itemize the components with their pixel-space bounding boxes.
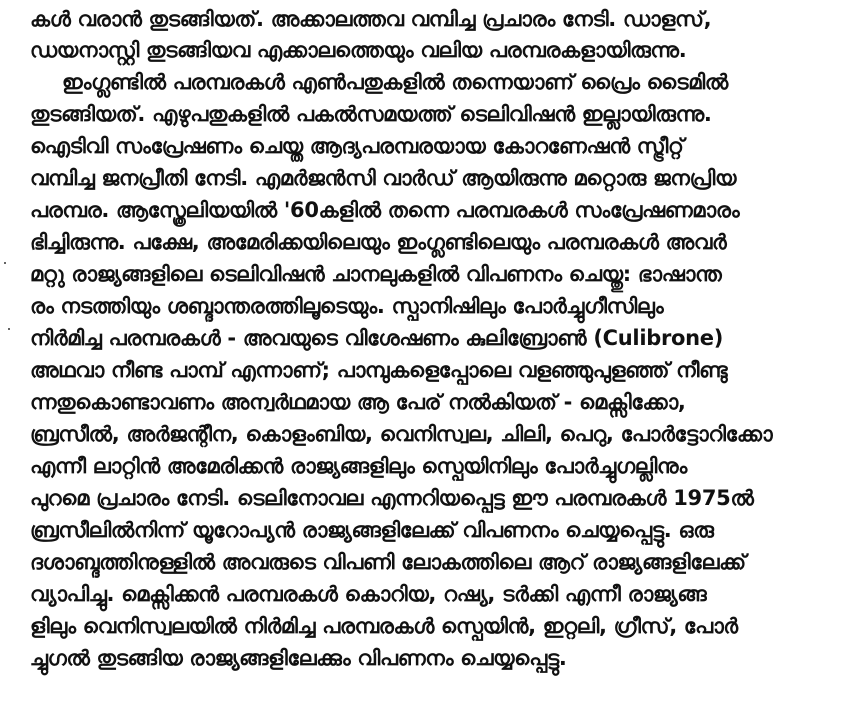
- text-line: ബ്രസീലിൽനിന്ന് യൂറോപ്യൻ രാജ്യങ്ങളിലേക്ക് വിപണനം ചെയ്യപ്പെട്ടു. ഒരു: [30, 518, 714, 542]
- text-line: ദശാബ്ദത്തിനുള്ളിൽ അവരുടെ വിപണി ലോകത്തിലെ ആറ് രാജ്യങ്ങളിലേക്ക്: [30, 550, 746, 574]
- text-line: മറ്റു രാജ്യങ്ങളിലെ ടെലിവിഷൻ ചാനലുകളിൽ വിപണനം ചെയ്തു: ഭാഷാന്ത: [30, 262, 722, 286]
- text-line: കൾ വരാൻ തുടങ്ങിയത്. അക്കാലത്തവ വമ്പിച്ച പ്രചാരം നേടി. ഡാളസ്,: [30, 7, 712, 31]
- text-line: വമ്പിച്ച ജനപ്രീതി നേടി. എമർജൻസി വാർഡ് ആയിരുന്നു മറ്റൊരു ജനപ്രിയ: [30, 166, 737, 190]
- text-line: ളിലും വെനിസ്വലയിൽ നിർമിച്ച പരമ്പരകൾ സ്പെയിൻ, ഇറ്റലി, ഗ്രീസ്, പോർ: [30, 614, 738, 638]
- text-line: അഥവാ നീണ്ട പാമ്പ് എന്നാണ്; പാമ്പുകളെപ്പോലെ വളഞ്ഞുപുളഞ്ഞ് നീണ്ടു: [30, 358, 728, 382]
- text-line: തുടങ്ങിയത്. എഴുപതുകളിൽ പകൽസമയത്ത് ടെലിവിഷൻ ഇല്ലായിരുന്നു.: [30, 102, 712, 126]
- text-line: ന്നതുകൊണ്ടാവണം അന്വർഥമായ ആ പേര് നൽകിയത് - മെക്സിക്കോ,: [30, 390, 686, 414]
- text-line: ച്ചുഗൽ തുടങ്ങിയ രാജ്യങ്ങളിലേക്കും വിപണനം ചെയ്യപ്പെട്ടു.: [30, 646, 567, 670]
- text-line: പരമ്പര. ആസ്ത്രേലിയയിൽ '60കളിൽ തന്നെ പരമ്പരകൾ സംപ്രേഷണമാരം: [30, 198, 740, 222]
- paragraph-first-line: ഇംഗ്ലണ്ടിൽ പരമ്പരകൾ എൺപതുകളിൽ തന്നെയാണ് പ്രൈം ടൈമിൽ: [62, 70, 728, 94]
- text-line: ഡയനാസ്റ്റി തുടങ്ങിയവ എക്കാലത്തെയും വലിയ പരമ്പരകളായിരുന്നു.: [30, 38, 687, 62]
- text-line: ഭിച്ചിരുന്നു. പക്ഷേ, അമേരിക്കയിലെയും ഇംഗ്ലണ്ടിലെയും പരമ്പരകൾ അവർ: [30, 230, 727, 254]
- margin-speck: [8, 328, 10, 330]
- text-line: ഐടിവി സംപ്രേഷണം ചെയ്ത ആദ്യപരമ്പരയായ കോറണേഷൻ സ്ട്രീറ്റ്: [30, 134, 684, 158]
- text-line: എന്നീ ലാറ്റിൻ അമേരിക്കൻ രാജ്യങ്ങളിലും സ്പെയിനിലും പോർച്ചുഗല്ലിനും: [30, 454, 688, 478]
- text-line: ബ്രസീൽ, അർജന്റീന, കൊളംബിയ, വെനിസ്വല, ചിലി, പെറു, പോർട്ടോറിക്കോ: [30, 422, 773, 446]
- text-line: നിർമിച്ച പരമ്പരകൾ - അവയുടെ വിശേഷണം കുലിബ്രോൺ (Culibrone): [30, 326, 724, 350]
- text-line: പുറമെ പ്രചാരം നേടി. ടെലിനോവല എന്നറിയപ്പെട്ട ഈ പരമ്പരകൾ 1975ൽ: [30, 486, 754, 510]
- margin-speck: [4, 262, 6, 264]
- text-line: വ്യാപിച്ചു. മെക്സിക്കൻ പരമ്പരകൾ കൊറിയ, റഷ്യ, ടർക്കി എന്നീ രാജ്യങ്ങ: [30, 582, 707, 606]
- text-line: രം നടത്തിയും ശബ്ദാന്തരത്തിലൂടെയും. സ്പാനിഷിലും പോർച്ചുഗീസിലും: [30, 294, 664, 318]
